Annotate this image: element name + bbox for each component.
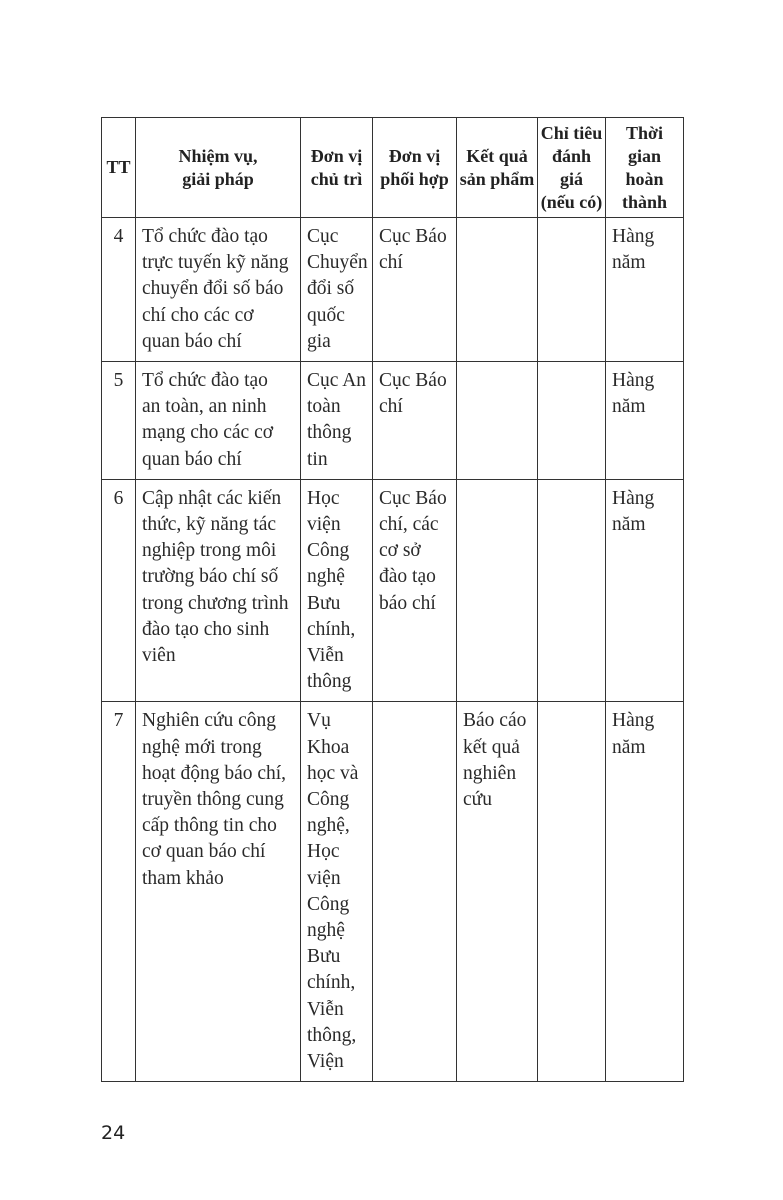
cell-line: nghiên <box>463 762 517 784</box>
cell-line: cấp thông tin cho <box>142 815 277 837</box>
cell-time <box>606 218 684 362</box>
cell-line: thông <box>307 422 352 444</box>
header-line: Kết quả <box>466 145 528 166</box>
cell-result <box>457 218 538 362</box>
cell-lead <box>301 362 373 480</box>
cell-coop <box>373 702 457 1082</box>
column-header-lead <box>301 118 373 218</box>
cell-line: tham khảo <box>142 867 224 889</box>
cell-line: Cục Báo <box>379 487 447 509</box>
header-line: thành <box>621 191 668 212</box>
cell-line: năm <box>612 514 646 536</box>
cell-crit <box>538 479 606 702</box>
cell-task <box>136 702 301 1082</box>
header-line: TT <box>106 157 131 177</box>
cell-line: Viễn <box>307 998 344 1020</box>
header-line: Thời <box>626 122 663 143</box>
column-header-result <box>457 118 538 218</box>
table-row <box>102 702 684 1082</box>
cell-line: đào tạo cho sinh <box>142 618 270 640</box>
cell-line: báo chí <box>379 592 436 614</box>
cell-line: trong chương trình <box>142 592 289 614</box>
cell-line: Bưu <box>307 946 341 968</box>
cell-time <box>606 702 684 1082</box>
cell-crit <box>538 702 606 1082</box>
column-header-coop <box>373 118 457 218</box>
cell-line: Cục <box>307 226 339 247</box>
cell-task <box>136 479 301 702</box>
table-row <box>102 479 684 702</box>
cell-line: Hàng <box>612 710 655 732</box>
cell-result <box>457 702 538 1082</box>
cell-line: cứu <box>463 789 492 811</box>
cell-line: chí cho các cơ <box>142 304 254 326</box>
header-line: chủ trì <box>310 168 363 189</box>
cell-line: Cập nhật các kiến <box>142 487 282 509</box>
cell-line: Học <box>307 841 340 863</box>
cell-line: Công <box>307 540 350 562</box>
cell-line: chính, <box>307 972 356 994</box>
cell-tt: 6 <box>102 479 136 702</box>
header-line: gian <box>627 145 661 166</box>
cell-line: Công <box>307 789 350 811</box>
cell-line: toàn <box>307 396 341 418</box>
column-header-crit <box>538 118 606 218</box>
cell-line: cơ sở <box>379 540 421 562</box>
header-line: đánh <box>551 145 592 166</box>
cell-line: gia <box>307 330 331 352</box>
cell-line: nghệ <box>307 920 345 942</box>
cell-line: Công <box>307 893 350 915</box>
cell-line: Nghiên cứu công <box>142 710 277 732</box>
cell-task <box>136 218 301 362</box>
cell-tt: 4 <box>102 218 136 362</box>
cell-line: quốc <box>307 304 345 326</box>
cell-line: quan báo chí <box>142 330 242 352</box>
action-plan-table <box>101 117 684 1082</box>
cell-line: Viễn <box>307 645 344 667</box>
cell-crit <box>538 362 606 480</box>
header-line: Đơn vị <box>388 145 441 166</box>
cell-line: an toàn, an ninh <box>142 396 267 418</box>
cell-line: quan báo chí <box>142 448 242 470</box>
cell-line: Bưu <box>307 592 341 614</box>
cell-time <box>606 362 684 480</box>
cell-line: học và <box>307 762 359 784</box>
cell-task <box>136 362 301 480</box>
cell-time <box>606 479 684 702</box>
header-line: Nhiệm vụ, <box>178 145 258 166</box>
cell-line: viện <box>307 514 341 536</box>
cell-lead <box>301 702 373 1082</box>
cell-line: trường báo chí số <box>142 566 279 588</box>
cell-line: trực tuyến kỹ năng <box>142 252 289 274</box>
cell-coop <box>373 218 457 362</box>
cell-line: cơ quan báo chí <box>142 841 266 863</box>
cell-line: tin <box>307 448 328 470</box>
cell-line: Tổ chức đào tạo <box>142 370 268 392</box>
header-line: Chỉ tiêu <box>540 122 603 143</box>
cell-line: đổi số <box>307 278 355 300</box>
column-header-task <box>136 118 301 218</box>
cell-lead <box>301 479 373 702</box>
cell-line: thông <box>307 671 352 693</box>
header-line: giải pháp <box>182 168 254 189</box>
cell-line: kết quả <box>463 736 520 758</box>
cell-line: Học <box>307 487 340 509</box>
cell-line: Báo cáo <box>463 710 527 732</box>
cell-coop <box>373 362 457 480</box>
cell-line: nghiệp trong môi <box>142 540 277 562</box>
cell-line: nghệ mới trong <box>142 736 262 758</box>
cell-line: Vụ <box>307 710 331 732</box>
cell-result <box>457 362 538 480</box>
cell-line: năm <box>612 396 646 418</box>
cell-line: Cục An <box>307 370 367 392</box>
page-number: 24 <box>101 1122 126 1144</box>
cell-line: viện <box>307 867 341 889</box>
cell-line: thông, <box>307 1024 357 1046</box>
cell-coop <box>373 479 457 702</box>
cell-line: Khoa <box>307 736 350 758</box>
cell-line: Cục Báo <box>379 226 447 247</box>
cell-line: năm <box>612 252 646 274</box>
cell-line: Cục Báo <box>379 370 447 392</box>
cell-line: thức, kỹ năng tác <box>142 514 277 536</box>
column-header-tt <box>102 118 136 218</box>
header-line: Đơn vị <box>310 145 363 166</box>
table-row <box>102 218 684 362</box>
column-header-time <box>606 118 684 218</box>
cell-line: viên <box>142 645 176 667</box>
cell-line: Hàng <box>612 487 655 509</box>
cell-line: đào tạo <box>379 566 436 588</box>
cell-result <box>457 479 538 702</box>
header-line: sản phẩm <box>459 168 535 189</box>
cell-line: Hàng <box>612 370 655 392</box>
cell-line: Hàng <box>612 226 655 247</box>
cell-line: Viện <box>307 1051 344 1073</box>
header-line: hoàn <box>625 168 664 189</box>
cell-line: nghệ <box>307 566 345 588</box>
cell-line: nghệ, <box>307 815 350 837</box>
cell-line: Tổ chức đào tạo <box>142 226 268 247</box>
cell-line: chí, các <box>379 514 439 536</box>
header-line: (nếu có) <box>540 191 603 212</box>
table-header-row <box>102 118 684 218</box>
header-line: phối hợp <box>380 168 449 189</box>
cell-line: truyền thông cung <box>142 789 284 811</box>
cell-line: hoạt động báo chí, <box>142 762 287 784</box>
cell-crit <box>538 218 606 362</box>
cell-line: năm <box>612 736 646 758</box>
cell-line: chí <box>379 252 403 274</box>
cell-tt: 5 <box>102 362 136 480</box>
cell-line: chí <box>379 396 403 418</box>
cell-tt: 7 <box>102 702 136 1082</box>
cell-line: chuyển đổi số báo <box>142 278 284 300</box>
cell-line: chính, <box>307 618 356 640</box>
table-row <box>102 362 684 480</box>
header-line: giá <box>559 168 583 189</box>
cell-line: mạng cho các cơ <box>142 422 274 444</box>
cell-lead <box>301 218 373 362</box>
cell-line: Chuyển <box>307 252 368 274</box>
